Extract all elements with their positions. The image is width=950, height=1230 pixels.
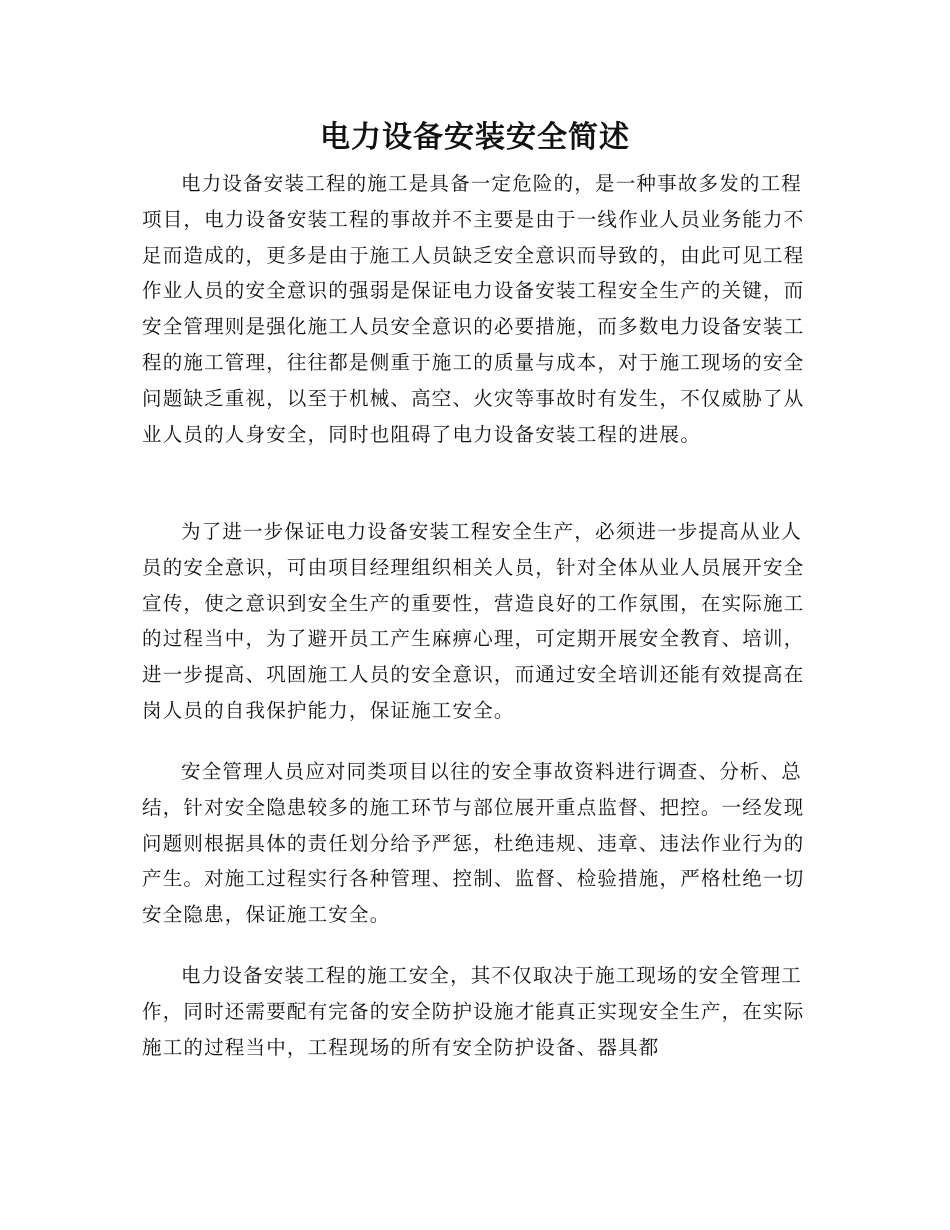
paragraph-3: 安全管理人员应对同类项目以往的安全事故资料进行调查、分析、总结，针对安全隐患较多的施工环节与部位展开重点监督、把控。一经发现问题则根据具体的责任划分给予严惩，杜绝违规、违章、违法作业行为的产生。对施工过程实行各种管理、控制、监督、检验措施，严格杜绝一切安全隐患，保证施工安全。	[142, 760, 805, 927]
paragraph-2: 为了进一步保证电力设备安装工程安全生产，必须进一步提高从业人员的安全意识，可由项目经理组织相关人员，针对全体从业人员展开安全宣传，使之意识到安全生产的重要性，营造良好的工作氛围，在实际施工的过程当中，为了避开员工产生麻痹心理，可定期开展安全教育、培训，进一步提高、巩固施工人员的安全意识，而通过安全培训还能有效提高在岗人员的自我保护能力，保证施工安全。	[142, 520, 805, 722]
paragraph-1: 电力设备安装工程的施工是具备一定危险的，是一种事故多发的工程项目，电力设备安装工程的事故并不主要是由于一线作业人员业务能力不足而造成的，更多是由于施工人员缺乏安全意识而导致的，由此可见工程作业人员的安全意识的强弱是保证电力设备安装工程安全生产的关键，而安全管理则是强化施工人员安全意识的必要措施，而多数电力设备安装工程的施工管理，往往都是侧重于施工的质量与成本，对于施工现场的安全问题缺乏重视，以至于机械、高空、火灾等事故时有发生，不仅威胁了从业人员的人身安全，同时也阻碍了电力设备安装工程的进展。	[142, 172, 805, 446]
document-title: 电力设备安装安全简述	[320, 120, 630, 155]
paragraph-4: 电力设备安装工程的施工安全，其不仅取决于施工现场的安全管理工作，同时还需要配有完备的安全防护设施才能真正实现安全生产，在实际施工的过程当中，工程现场的所有安全防护设备、器具都	[142, 964, 805, 1059]
